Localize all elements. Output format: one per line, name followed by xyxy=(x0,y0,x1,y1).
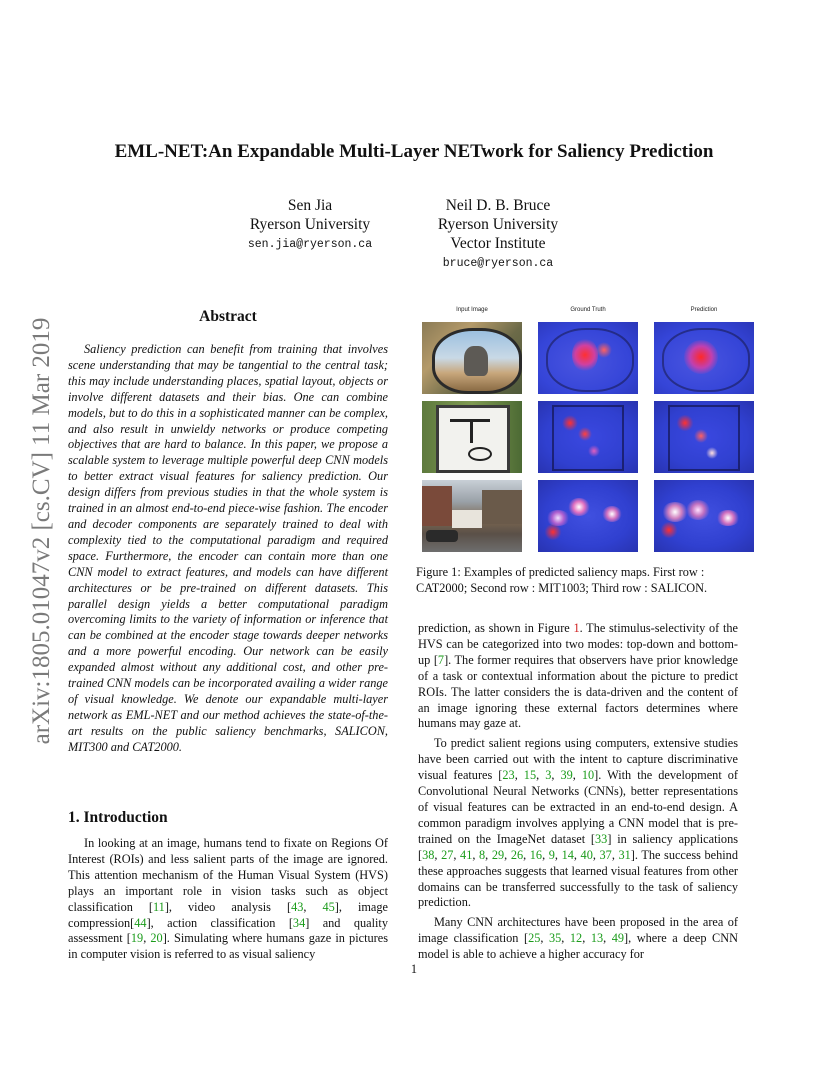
arrow-line xyxy=(470,419,473,443)
author-block-2 xyxy=(398,196,598,275)
body-text: To predict salient regions using computers, extensive studies have been carried out with the intent to capture discriminative visual features [ xyxy=(418,736,738,783)
abstract-heading: Abstract xyxy=(199,308,257,325)
citation-link[interactable]: 15 xyxy=(523,768,537,783)
body-text: ] in saliency applications [ xyxy=(418,831,739,862)
saliency-blob xyxy=(602,506,622,522)
citation-separator: , xyxy=(485,847,492,862)
page-number: 1 xyxy=(410,962,418,976)
citation-link[interactable]: 12 xyxy=(569,931,583,946)
citation-link[interactable]: 11 xyxy=(152,899,165,914)
elephant-shape xyxy=(464,346,488,376)
author-email[interactable]: bruce@ryerson.ca xyxy=(442,257,554,270)
figure-1 xyxy=(416,306,756,596)
citation-group xyxy=(422,848,631,862)
citation-link[interactable]: 37 xyxy=(599,847,612,862)
citation-link[interactable]: 14 xyxy=(561,847,574,862)
intro-text: ], image compression[ xyxy=(68,899,388,930)
citation-link[interactable]: 20 xyxy=(150,931,163,946)
ground-truth-map-sign xyxy=(538,401,638,473)
citation-group xyxy=(528,931,624,945)
intro-text: , xyxy=(143,931,151,946)
saliency-blob xyxy=(694,429,708,443)
building-shape xyxy=(482,490,522,524)
citation-link[interactable]: 27 xyxy=(441,847,454,862)
citation-link[interactable]: 23 xyxy=(502,768,515,783)
citation-link[interactable]: 19 xyxy=(130,931,144,946)
saliency-blob xyxy=(684,340,718,374)
citation-link[interactable]: 8 xyxy=(479,847,486,862)
citation-separator: , xyxy=(540,931,549,946)
abstract-text: Saliency prediction can benefit from training that involves scene understanding that may be tangential to the central task; this may include understanding places, spatial layout, objects or involve different datasets and their bias. One can combine models, but to do this in a sophisticated manner can be complex, and also result in unwieldy networks or produce competing objectives that are hard to balance. In this paper, we propose a scalable system to leverage multiple powerful deep CNN models to better extract visual features for saliency prediction. Our design differs from previous studies in that the whole system is trained in an almost end-to-end piece-wise fashion. The encoder and decoder components are separately trained to deal with complexity tied to the computational paradigm and required space. Furthermore, the encoder can contain more than one CNN model to extract features, and models can have different architectures or be pre-trained on different datasets. This parallel design yields a better computational paradigm overcoming limits to the variety of information or inference that can be combined at the encoder stage towards deeper networks and a more powerful encoding. Our network can be easily expanded almost without any additional cost, and other pre-trained CNN models can be incorporated availing a wider range of visual knowledge. We denote our expandable multi-layer network as EML-NET and our method achieves the state-of-the-art results on the public saliency benchmarks, SALICON, MIT300 and CAT2000. xyxy=(68,342,388,754)
citation-link[interactable]: 7 xyxy=(437,652,445,667)
citation-link[interactable]: 9 xyxy=(548,847,555,862)
citation-link[interactable]: 49 xyxy=(611,931,625,946)
author-block-1 xyxy=(210,196,410,256)
input-image-street xyxy=(422,480,522,552)
saliency-blob xyxy=(676,415,694,431)
intro-text: ]. Simulating where humans gaze in pictures in computer vision is referred to as visual saliency xyxy=(68,931,388,962)
citation-separator: , xyxy=(504,847,511,862)
author-affiliation: Ryerson University xyxy=(437,216,559,233)
citation-link[interactable]: 3 xyxy=(545,768,552,783)
citation-link[interactable]: 16 xyxy=(529,847,543,862)
citation-link[interactable]: 43 xyxy=(291,899,304,914)
citation-separator: , xyxy=(514,768,524,783)
body-text: ]. The former requires that observers have prior knowledge of a task or contextual information about the picture to predict ROIs. The latter considers the is data-driven and the content of an image ignoring these external factors determines where humans may gaze at. xyxy=(418,652,738,731)
input-image-mirror xyxy=(422,322,522,394)
body-text: prediction, as shown in Figure xyxy=(418,621,574,635)
citation-link[interactable]: 45 xyxy=(322,899,335,914)
citation-separator: , xyxy=(572,768,582,783)
figure-reference-link[interactable]: 1 xyxy=(573,621,580,635)
citation-link[interactable]: 29 xyxy=(491,847,505,862)
arxiv-identifier: arXiv:1805.01047v2 [cs.CV] 11 Mar 2019 xyxy=(28,317,55,745)
introduction-heading: 1. Introduction xyxy=(68,809,168,826)
citation-link[interactable]: 10 xyxy=(581,768,595,783)
saliency-blob xyxy=(716,510,740,526)
bicycle-icon xyxy=(468,447,492,461)
citation-separator: , xyxy=(542,847,549,862)
paragraph xyxy=(418,915,738,963)
citation-link[interactable]: 39 xyxy=(560,768,573,783)
saliency-blob xyxy=(572,338,598,372)
column-heading-prediction: Prediction xyxy=(690,307,718,313)
citation-link[interactable]: 26 xyxy=(510,847,524,862)
saliency-blob xyxy=(596,342,612,358)
citation-separator: , xyxy=(554,847,562,862)
citation-link[interactable]: 31 xyxy=(618,847,631,862)
citation-link[interactable]: 25 xyxy=(528,931,541,946)
ground-truth-map-street xyxy=(538,480,638,552)
building-shape xyxy=(422,486,452,526)
author-affiliation-2: Vector Institute xyxy=(450,235,546,252)
citation-link[interactable]: 13 xyxy=(590,931,604,946)
citation-separator: , xyxy=(582,931,591,946)
body-text: ]. The success behind these approaches suggests that learned visual features from other domains can be transferred successfully to the task of saliency prediction. xyxy=(418,847,738,910)
author-affiliation: Ryerson University xyxy=(249,216,371,233)
saliency-blob xyxy=(562,415,578,431)
saliency-blob xyxy=(662,502,688,522)
author-name: Neil D. B. Bruce xyxy=(445,197,551,214)
citation-separator: , xyxy=(536,768,546,783)
prediction-map-sign xyxy=(654,401,754,473)
citation-separator: , xyxy=(453,847,461,862)
ground-truth-map-mirror xyxy=(538,322,638,394)
figure-caption: Figure 1: Examples of predicted saliency maps. First row : CAT2000; Second row : MIT1003; Third row : SALICON. xyxy=(416,565,708,595)
prediction-map-mirror xyxy=(654,322,754,394)
citation-separator: , xyxy=(472,847,480,862)
intro-text: ], action classification [ xyxy=(146,915,293,930)
column-heading-input: Input Image xyxy=(456,307,488,313)
prediction-map-street xyxy=(654,480,754,552)
citation-link[interactable]: 33 xyxy=(595,831,608,846)
car-shape xyxy=(426,530,458,542)
intro-text: , xyxy=(303,899,323,914)
citation-link[interactable]: 35 xyxy=(549,931,562,946)
citation-link[interactable]: 44 xyxy=(134,915,147,930)
citation-link[interactable]: 34 xyxy=(292,915,306,930)
citation-group xyxy=(502,768,594,782)
citation-separator: , xyxy=(434,847,442,862)
body-text: . The stimulus-selectivity of the HVS can be categorized into two modes: top-down and bottom-up [ xyxy=(418,621,738,667)
input-image-sign xyxy=(422,401,522,473)
introduction-paragraph xyxy=(68,836,388,963)
body-text: ], where a deep CNN model is able to achieve a higher accuracy for xyxy=(418,931,738,962)
citation-separator: , xyxy=(603,931,612,946)
intro-text: In looking at an image, humans tend to fixate on Regions Of Interest (ROIs) and less salient parts of the image are ignored. This attention mechanism of the Human Visual System (HVS) plays an important role in vision tasks such as object classification [ xyxy=(68,836,388,914)
citation-separator: , xyxy=(573,847,581,862)
body-text: Many CNN architectures have been proposed in the area of image classification [ xyxy=(418,915,738,946)
right-column-text xyxy=(418,621,738,963)
saliency-blob xyxy=(544,524,562,540)
paper-title: EML-NET:An Expandable Multi-Layer NETwork for Saliency Prediction xyxy=(114,141,714,162)
column-heading-ground-truth: Ground Truth xyxy=(570,307,606,313)
saliency-blob xyxy=(578,427,592,441)
author-email[interactable]: sen.jia@ryerson.ca xyxy=(247,238,373,251)
citation-link[interactable]: 38 xyxy=(422,847,435,862)
citation-link[interactable]: 41 xyxy=(460,847,473,862)
citation-link[interactable]: 40 xyxy=(580,847,593,862)
citation-separator: , xyxy=(561,931,570,946)
body-text: ]. With the development of Convolutional Neural Networks (CNNs), better representations of visual features can be extracted in an end-to-end design. A common paradigm involves applying a CNN model that is pre-trained on the ImageNet dataset [ xyxy=(418,768,738,846)
intro-text: ], video analysis [ xyxy=(164,899,292,914)
bus-shape xyxy=(452,510,482,528)
figure-grid xyxy=(422,306,756,552)
saliency-blob xyxy=(568,498,590,516)
saliency-blob xyxy=(660,522,678,538)
citation-separator: , xyxy=(611,847,619,862)
citation-separator: , xyxy=(523,847,530,862)
saliency-blob xyxy=(686,500,710,520)
citation-separator: , xyxy=(592,847,600,862)
citation-separator: , xyxy=(551,768,561,783)
author-name: Sen Jia xyxy=(287,197,333,214)
sign-board xyxy=(436,405,510,473)
intro-text: ] and quality assessment [ xyxy=(68,915,388,946)
saliency-blob xyxy=(706,447,718,459)
saliency-blob xyxy=(588,445,600,457)
paragraph xyxy=(418,621,738,732)
paragraph xyxy=(418,736,738,911)
